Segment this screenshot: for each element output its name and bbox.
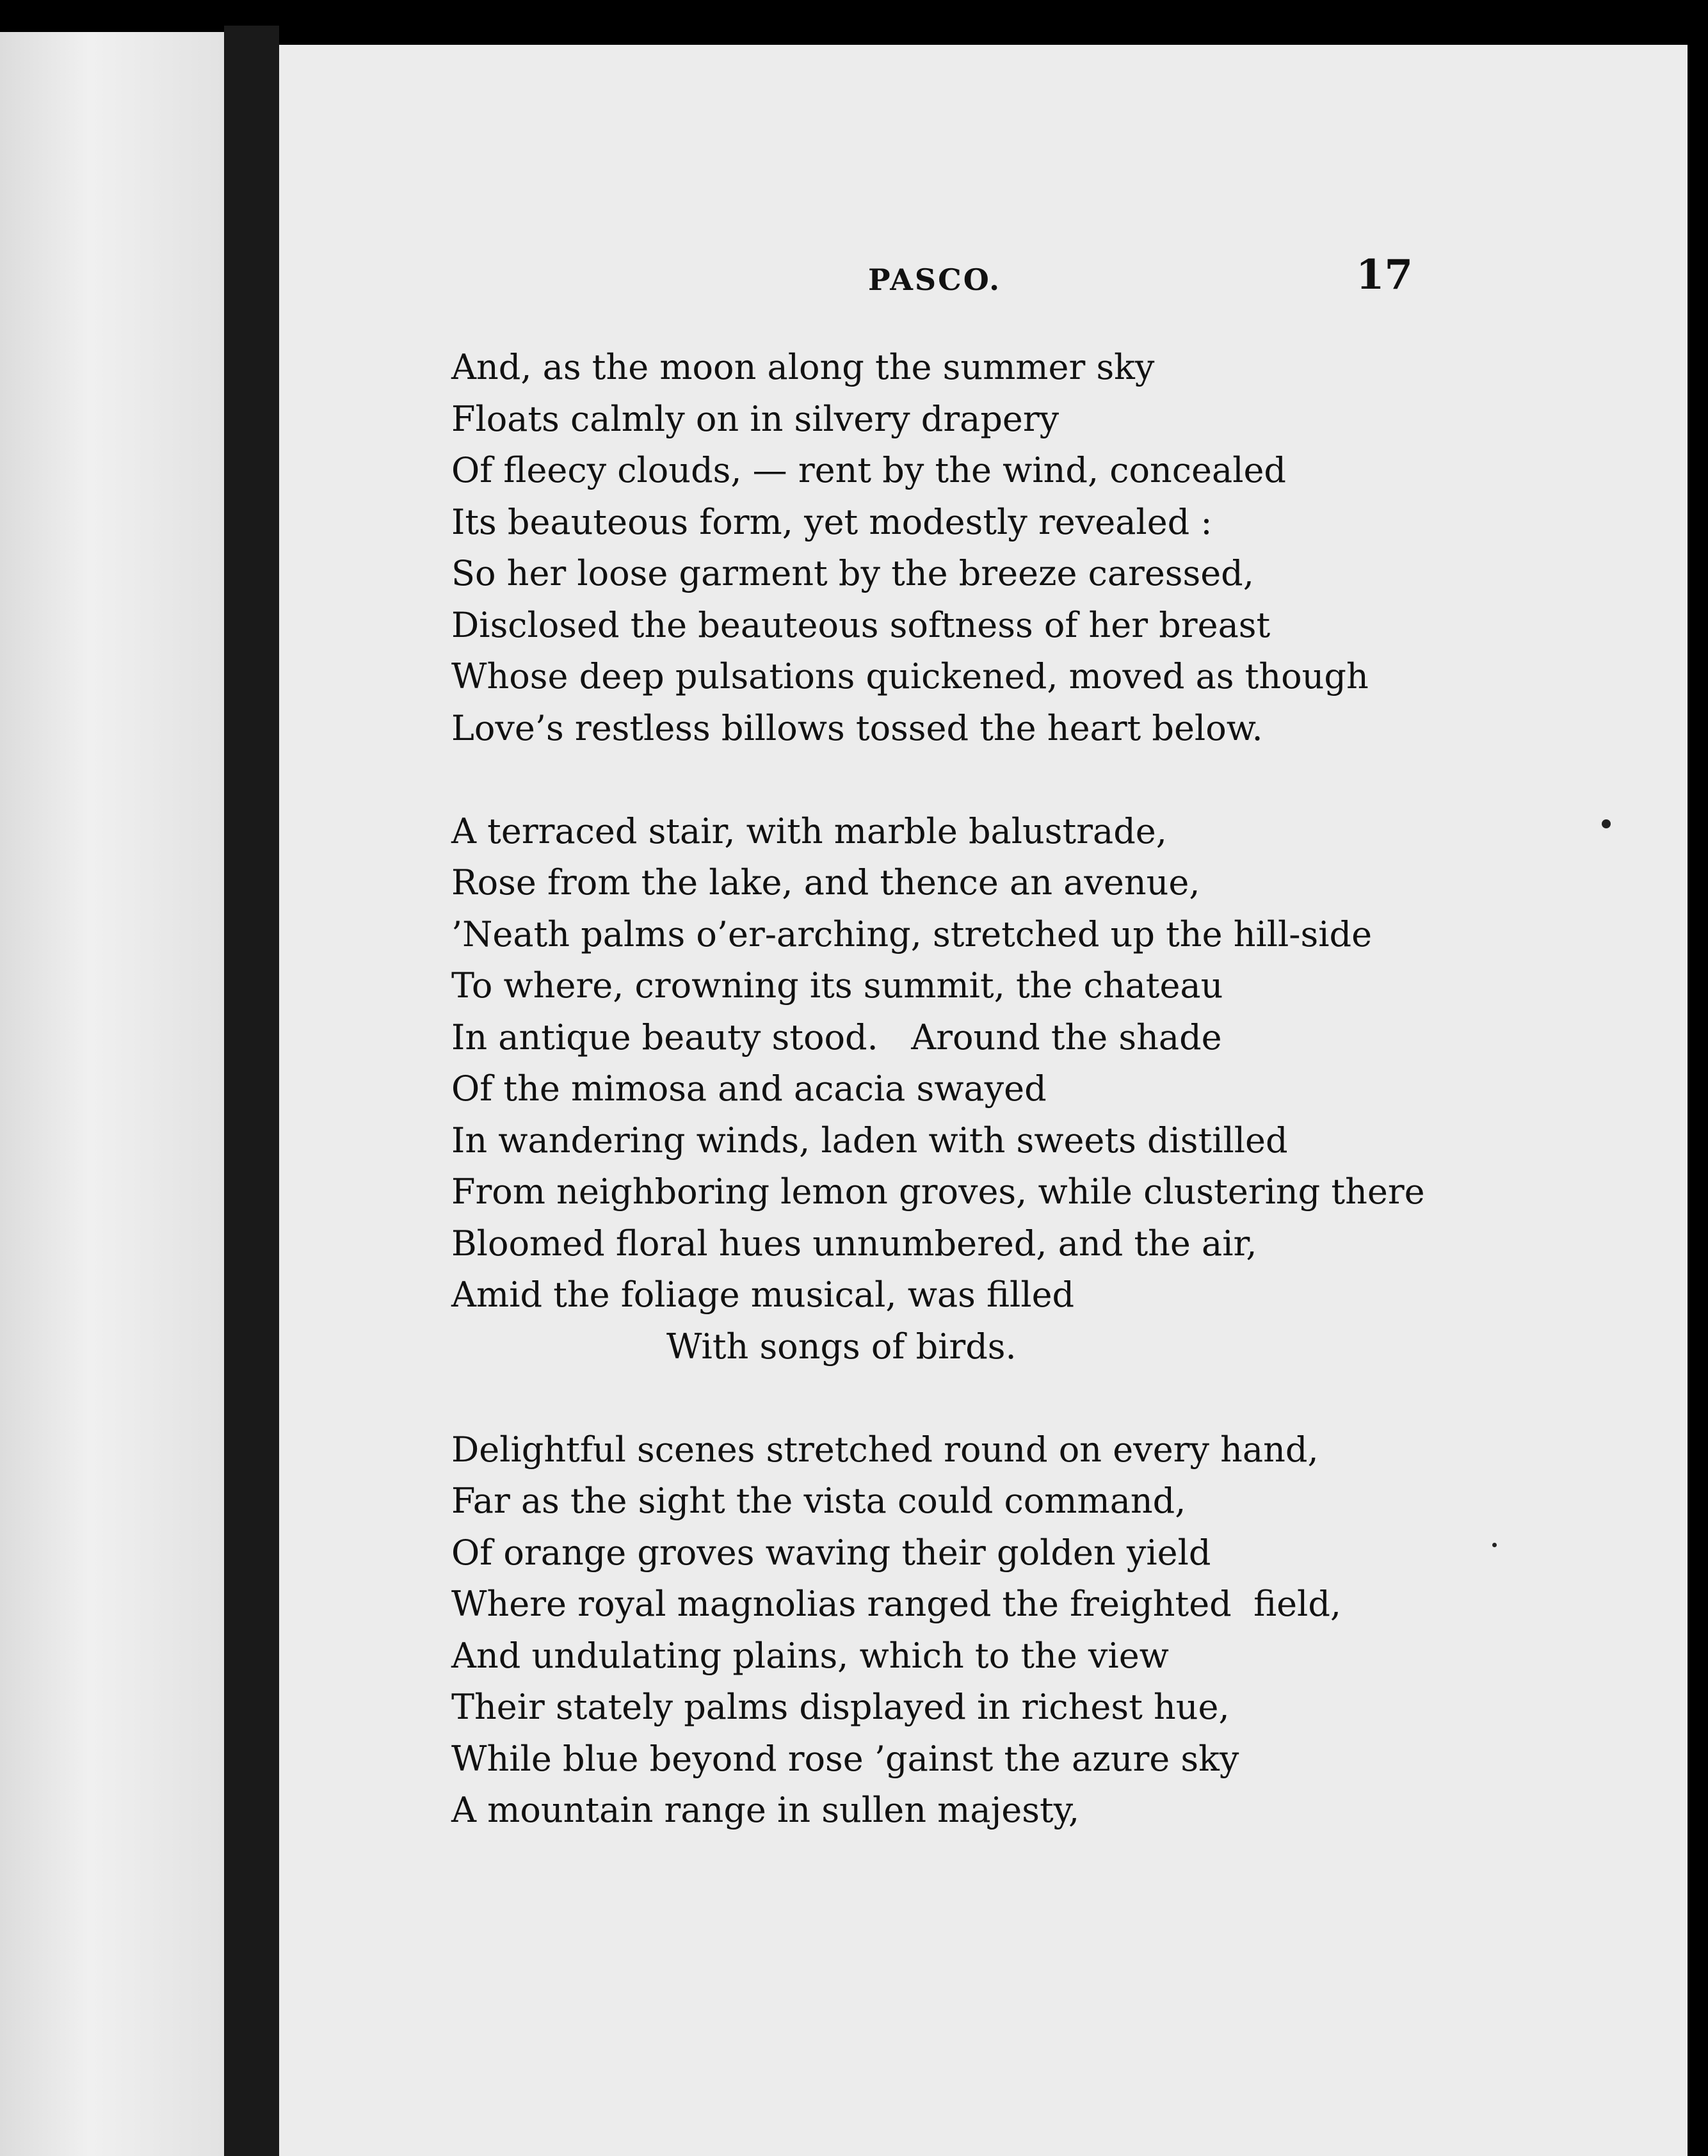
poem-text xyxy=(451,342,1425,1837)
poem-line: A terraced stair, with marble balustrade, xyxy=(451,810,1167,851)
poem-line: In antique beauty stood. Around the shade xyxy=(451,1017,1222,1058)
stanza-3 xyxy=(451,1424,1425,1837)
page-number: 17 xyxy=(1356,251,1414,299)
book-gutter xyxy=(224,26,279,2156)
poem-line: And undulating plains, which to the view xyxy=(451,1635,1169,1676)
print-speck xyxy=(1602,819,1611,828)
poem-line: A mountain range in sullen majesty, xyxy=(451,1790,1080,1830)
poem-line: So her loose garment by the breeze caressed, xyxy=(451,553,1254,593)
stanza-1 xyxy=(451,342,1425,754)
poem-line: And, as the moon along the summer sky xyxy=(451,347,1155,387)
stanza-2 xyxy=(451,806,1425,1373)
poem-line: Far as the sight the vista could command, xyxy=(451,1481,1186,1521)
poem-line: To where, crowning its summit, the chateau xyxy=(451,965,1223,1006)
poem-line: In wandering winds, laden with sweets distilled xyxy=(451,1120,1288,1161)
poem-line: Rose from the lake, and thence an avenue, xyxy=(451,862,1200,903)
poem-line: Amid the foliage musical, was filled xyxy=(451,1275,1075,1315)
print-speck xyxy=(1492,1543,1497,1547)
poem-line: Where royal magnolias ranged the freighted field, xyxy=(451,1584,1342,1624)
poem-line: Floats calmly on in silvery drapery xyxy=(451,398,1059,439)
poem-line: ’Neath palms o’er-arching, stretched up the hill-side xyxy=(451,913,1373,954)
poem-line: Of orange groves waving their golden yield xyxy=(451,1532,1211,1573)
poem-line: Its beauteous form, yet modestly revealed : xyxy=(451,501,1213,542)
poem-line: While blue beyond rose ’gainst the azure sky xyxy=(451,1738,1239,1779)
running-head: PASCO. xyxy=(868,262,1002,297)
stanza-break xyxy=(451,1372,1425,1424)
poem-line: Of the mimosa and acacia swayed xyxy=(451,1068,1047,1109)
poem-line: Disclosed the beauteous softness of her breast xyxy=(451,604,1271,645)
poem-line: Of fleecy clouds, — rent by the wind, concealed xyxy=(451,450,1286,490)
stanza-break xyxy=(451,754,1425,806)
poem-line: Their stately palms displayed in richest hue, xyxy=(451,1687,1230,1727)
facing-page-edge xyxy=(0,32,224,2156)
poem-line: Bloomed floral hues unnumbered, and the air, xyxy=(451,1223,1257,1264)
poem-line-indented: With songs of birds. xyxy=(666,1326,1017,1367)
poem-line: From neighboring lemon groves, while clustering there xyxy=(451,1171,1425,1212)
poem-line: Love’s restless billows tossed the heart below. xyxy=(451,707,1263,748)
poem-line: Delightful scenes stretched round on every hand, xyxy=(451,1429,1319,1470)
poem-line: Whose deep pulsations quickened, moved as though xyxy=(451,656,1369,696)
